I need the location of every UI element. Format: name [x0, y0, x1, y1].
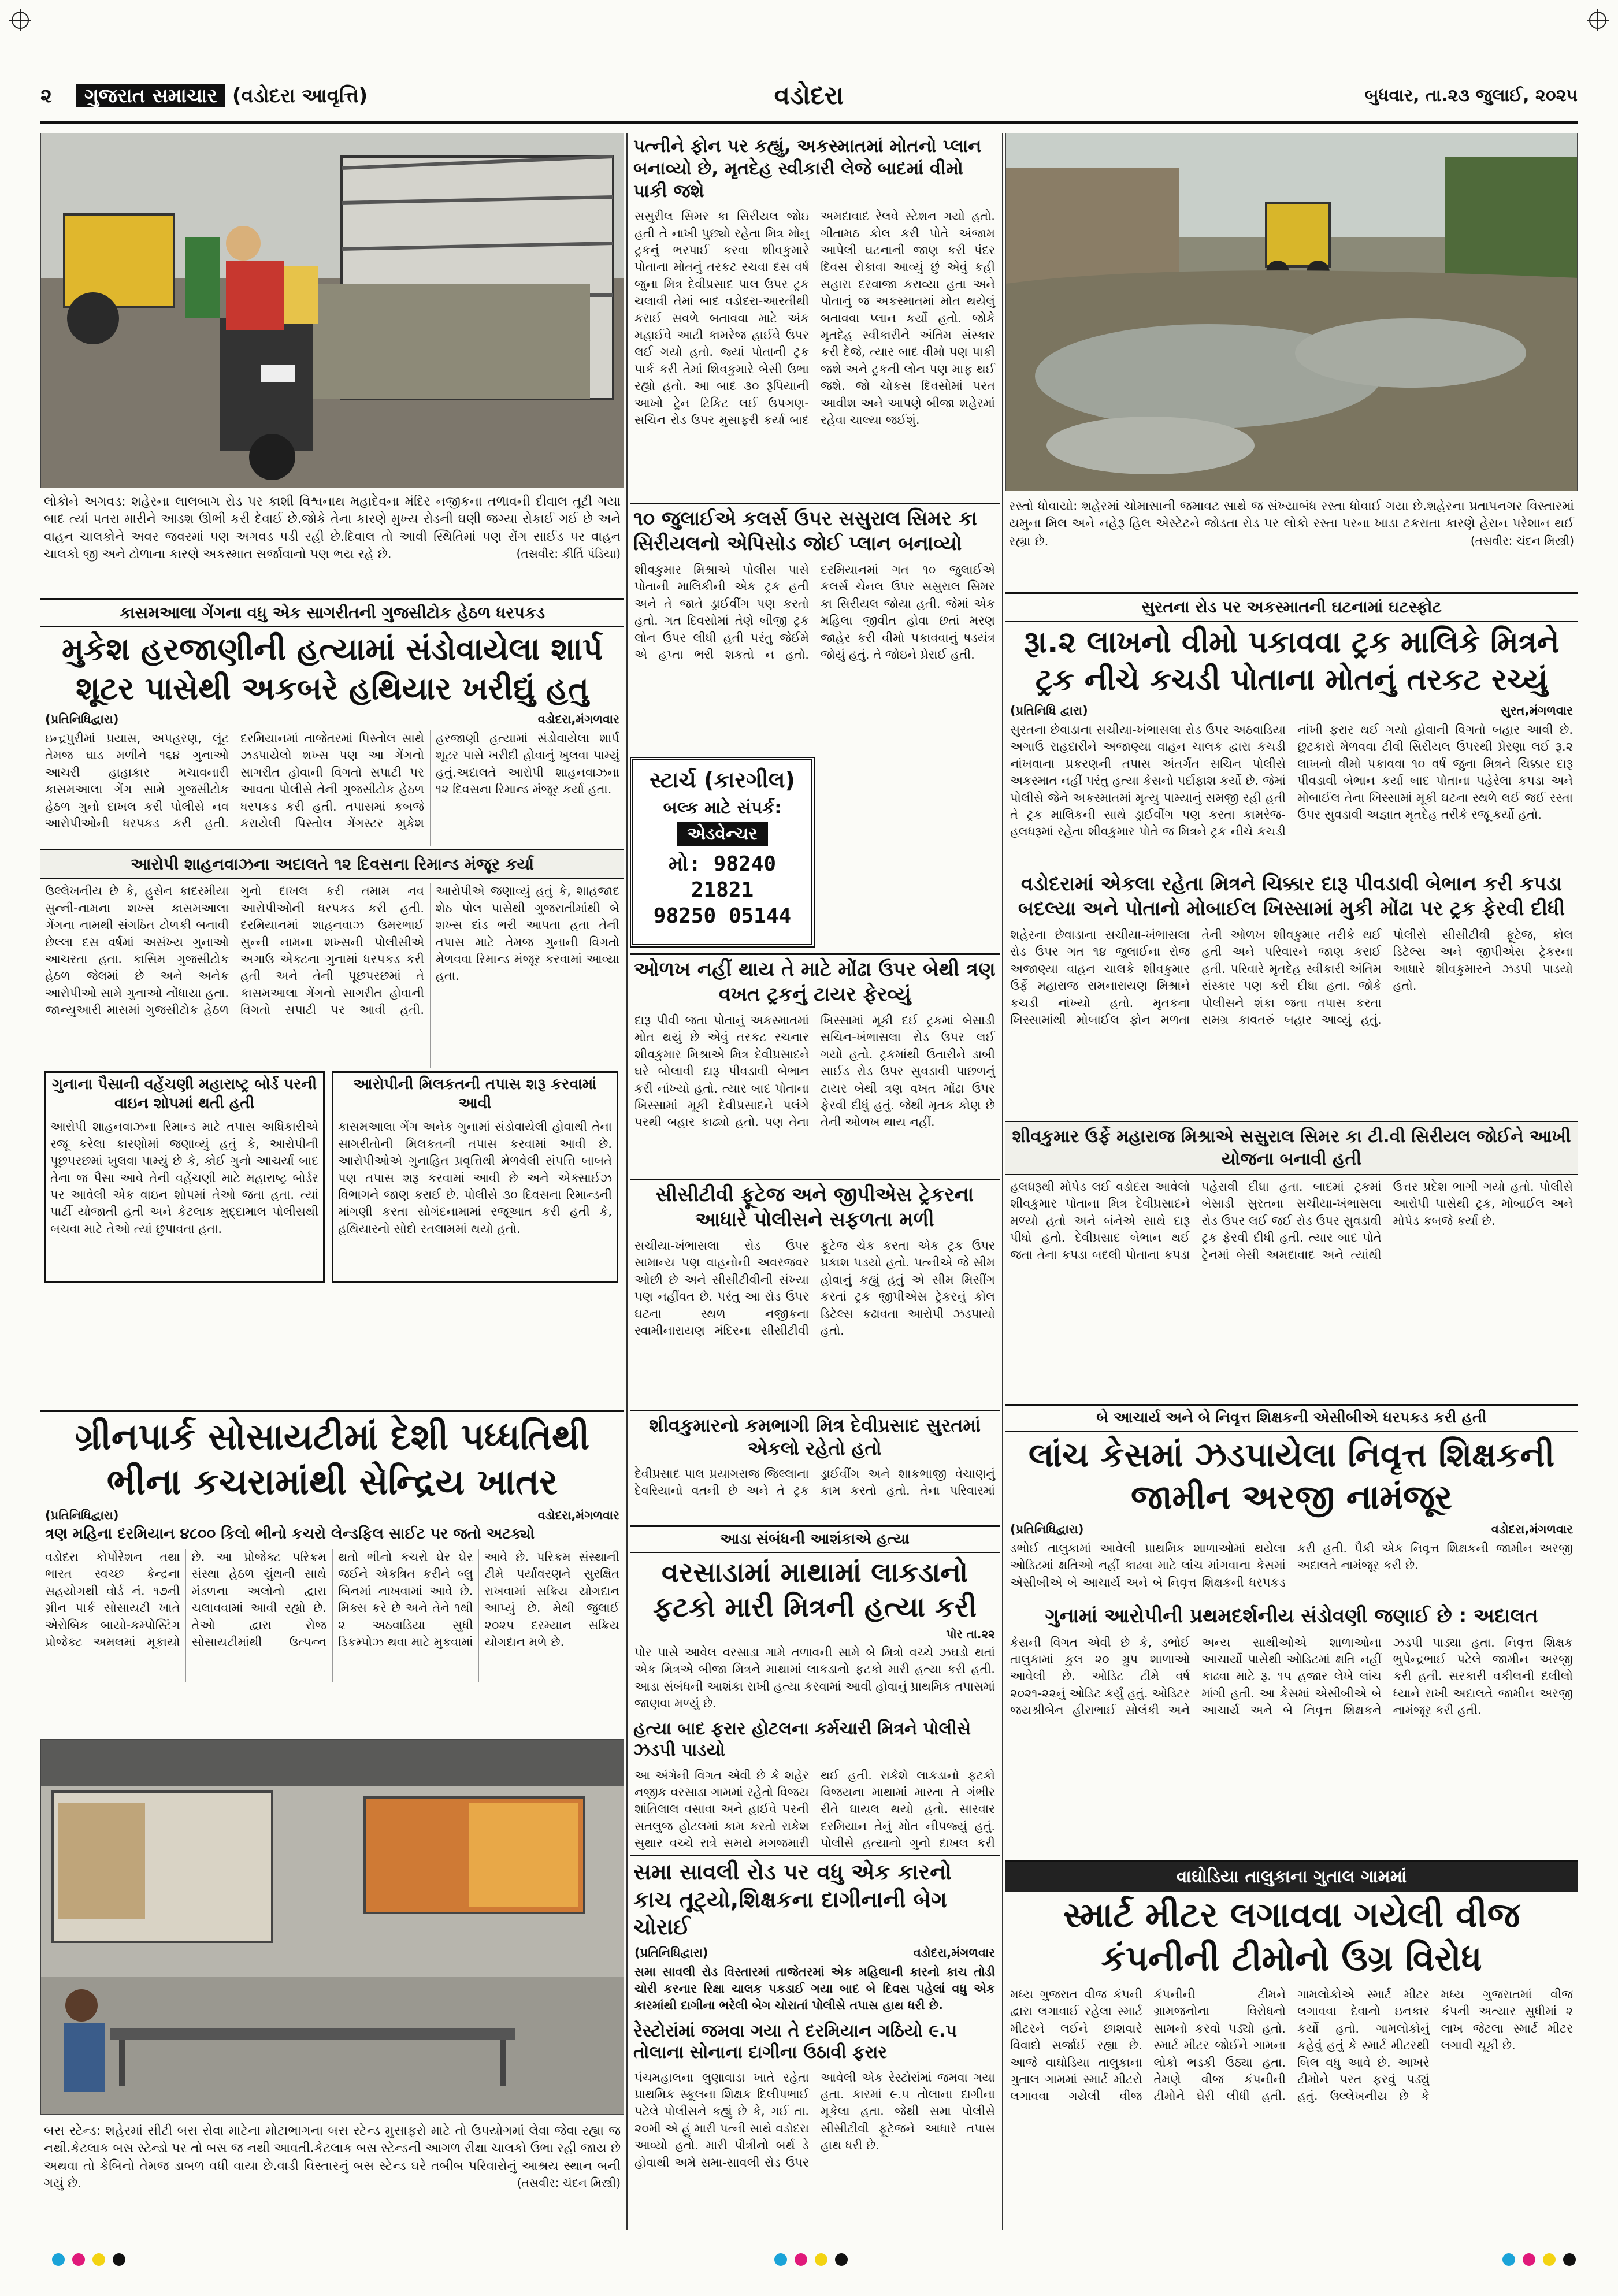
greenpark-body: વડોદરા કોર્પોરેશન તથા ભારત સ્વચ્છ કેન્દ્રના સહયોગથી વોર્ડ નં. ૧૭ની ગ્રીન પાર્ક સોસાયટી ખાતે એરોબિક બાયો-કમ્પોસ્ટિંગ પ્રોજેક્ટ અમલમાં મૂકાયો છે. આ પ્રોજેક્ટ પરિક્રમ સંસ્થા હેઠળ ચુંથની સાથે મંડળના અલોનો દ્વારા ચલાવવામાં આવી રહ્યો છે. તેઓ દ્વારા રોજ સોસાયટીમાંથી ઉત્પન્ન થતો ભીનો કચરો ઘેર ઘેર જઈને એકત્રિત કરીને બ્લુ બિનમાં નાખવામાં આવે છે. મિક્સ કરે છે અને તેને ૧થી ૨ અઠવાડિયા સુધી ડિકમ્પોઝ થવા માટે મુકવામાં આવે છે. પરિક્રમ સંસ્થાની ટીમે પર્યાવરણને સુરક્ષિત રાખવામાં સક્રિય યોગદાન આપ્યું છે. મેથી જુલાઈ ૨૦૨૫ દરમ્યાન સક્રિય યોગદાન મળે છે.	[45, 1550, 619, 1649]
color-dot-cyan	[52, 2253, 65, 2266]
bag-dateline	[630, 1944, 1000, 1960]
wasada-kicker: આડા સંબંધની આશંકાએ હત્યા	[630, 1527, 1000, 1553]
ad-phone-1: 98240 21821	[691, 852, 777, 902]
insurance-body-3: હલધરૂથી મોપેડ લઈ વડોદરા આવેલો શીવકુમાર પોતાના મિત્ર દેવીપ્રસાદને મળ્યો હતો અને બંનેએ સાથે દારૂ પીધો હતો. દેવીપ્રસાદ બેભાન થઈ જતા તેના કપડા બદલી પોતાના કપડા પહેરાવી દીધા હતા. બાદમાં ટ્રકમાં બેસાડી સુરતના સચીયા-ખંભાસલા રોડ ઉપર લઈ જઈ રોડ ઉપર સુવડાવી ટ્રક ફેરવી દીધી હતી. ત્યાર બાદ પોતે ટ્રેનમાં બેસી અમદાવાદ અને ત્યાંથી ઉત્તર પ્રદેશ ભાગી ગયો હતો. પોલીસે આરોપી પાસેથી ટ્રક, મોબાઈલ અને મોપેડ કબજે કર્યા છે.	[1010, 1180, 1573, 1262]
bribe-lead: ડભોઈ તાલુકામાં આવેલી પ્રાથમિક શાળાઓમાં થયેલા ઓડિટમાં ક્ષતિઓ નહીં કાઢવા માટે લાંચ માંગવાના કેસમાં એસીબીએ બે આચાર્ય અને બે નિવૃત્ત શિક્ષકની ધરપકડ કરી હતી. પૈકી એક નિવૃત્ત શિક્ષકની જામીન અરજી અદાલતે નામંજૂર કરી છે.	[1010, 1541, 1573, 1589]
wasada-body-2: આ અંગેની વિગત એવી છે કે શહેર નજીક વરસાડા ગામમાં રહેતો વિજય શાંતિલાલ વસાવા અને હાઈવે પરની સતલુજ હોટલમાં કામ કરતો રાકેશ સુથાર વચ્ચે રાત્રે સમયે મગજમારી થઈ હતી. રાકેશે લાકડાનો ફટકો વિજયના માથામાં મારતા તે ગંભીર રીતે ઘાયલ થયો હતો. સારવાર દરમિયાન તેનું મોત નીપજ્યું હતું. પોલીસે હત્યાનો ગુનો દાખલ કરી	[634, 1768, 995, 1851]
color-dot-black-2	[835, 2253, 848, 2266]
flooded-road-photo	[1005, 133, 1578, 491]
bag-subhead: રેસ્ટોરાંમાં જમવા ગયા તે દરમિયાન ગઠિયો ૯.૫ તોલાના સોનાના દાગીના ઉઠાવી ફરાર	[633, 2020, 958, 2063]
flood-caption-text: રસ્તો ધોવાયો: શહેરમાં ચોમાસાની જમાવટ સાથે જ સંખ્યાબંધ રસ્તા ધોવાઈ ગયા છે.શહેરના પ્રતાપનગર વિસ્તારમાં યમુના મિલ અને નહેરૂ હિલ એસ્ટેટને જોડતા રોડ પર લોકો રસ્તા પરના ખાડા ટકરાતા કારણે હેરાન પરેશાન થઈ રહ્યા છે.	[1009, 499, 1574, 549]
bus-caption-text: બસ સ્ટેન્ડ: શહેરમાં સીટી બસ સેવા માટેના મોટાભાગના બસ સ્ટેન્ડ મુસાફરો માટે તો ઉપયોગમાં લેવા જેવા રહ્યા જ નથી.કેટલાક બસ સ્ટેન્ડો પર તો બસ જ નથી આવતી.કેટલાક બસ સ્ટેન્ડની આગળ રીક્ષા ચાલકો ઉભા રહી જાય છે અથવા તો કેબિનો તેમજ ડાબળ વધી વાયા છે.વાડી વિસ્તારનું બસ સ્ટેન્ડ ઘરે તબીબ પરિવારોનું આશ્રય સ્થાન બની ગયું છે.	[44, 2124, 621, 2191]
wasada-subhead: હત્યા બાદ ફરાર હોટલના કર્મચારી મિત્રને પોલીસે ઝડપી પાડયો	[633, 1718, 971, 1761]
murder-dateline-right: વડોદરા,મંગળવાર	[537, 712, 619, 726]
murder-box-wine-shop	[44, 1071, 325, 1283]
flooded-road-photo-art	[1006, 133, 1578, 491]
insurance-headline: રૂા.૨ લાખનો વીમો પકાવવા ટ્રક માલિકે મિત્રને ટ્રક નીચે કચડી પોતાના મોતનું તરકટ રચ્યું	[1023, 625, 1560, 697]
meter-headline: સ્માર્ટ મીટર લગાવવા ગયેલી વીજ કંપનીની ટીમોનો ઉગ્ર વિરોધ	[1063, 1895, 1520, 1979]
ad-phone-label: મો:	[668, 852, 702, 876]
flood-caption-credit: (તસવીર: ચંદન મિસ્ત્રી)	[1470, 533, 1574, 548]
insurance-dateline-right: સુરત,મંગળવાર	[1500, 704, 1573, 718]
masthead	[40, 81, 1578, 116]
ad-phones	[633, 851, 811, 929]
bag-dateline-right: વડોદરા,મંગળવાર	[913, 1945, 995, 1960]
masthead-rule	[40, 121, 1578, 124]
color-dot-yellow	[92, 2253, 105, 2266]
bribe-body: કેસની વિગત એવી છે કે, ડભોઈ તાલુકામાં કુલ ૨૦ ગ્રુપ શાળાઓ આવેલી છે. ઓડિટ ટીમે વર્ષ ૨૦૨૧-૨૨નું ઓડિટ કર્યું હતું. ઓડિટર જયશ્રીબેન હીરાભાઈ સોલંકી અને અન્ય સાથીઓએ શાળાઓના આચાર્યો પાસેથી ઓડિટમાં ક્ષતિ નહીં કાઢવા માટે રૂ. ૧૫ હજાર લેખે લાંચ માંગી હતી. આ કેસમાં એસીબીએ બે આચાર્ય અને બે નિવૃત્ત શિક્ષકને ઝડપી પાડ્યા હતા. નિવૃત્ત શિક્ષક ભુપેન્દ્રભાઈ પટેલે જામીન અરજી કરી હતી. સરકારી વકીલની દલીલો ધ્યાને રાખી અદાલતે જામીન અરજી નામંજૂર કરી હતી.	[1010, 1635, 1573, 1718]
wasada-headline: વરસાડામાં માથામાં લાકડાનો ફટકો મારી મિત્રની હત્યા કરી	[652, 1556, 977, 1623]
bus-stand-photo-art	[41, 1740, 624, 2115]
gate-photo	[40, 133, 624, 488]
gate-caption-text: લોકોને અગવડ: શહેરના લાલબાગ રોડ પર કાશી વિશ્વનાથ મહાદેવના મંદિર નજીકના તળાવની દીવાલ તૂટી ગયા બાદ ત્યાં પતરા મારીને આડશ ઊભી કરી દેવાઈ છે.જોકે તેના કારણે મુખ્ય રોડની ઘણી જગ્યા રોકાઈ ગઈ છે અને વાહન ચાલકોને અવર જવરમાં પણ અગવડ પડી રહી છે.દિવાલ તો આવી સ્થિતિમાં પણ રોંગ સાઈડ પર વાહન ચાલકો જી અને ટોળાના કારણે અકસ્માત સર્જાવાનો પણ ભય રહે છે.	[44, 495, 621, 562]
bag-lead: સમા સાવલી રોડ વિસ્તારમાં તાજેતરમાં એક મહિલાની કારનો કાચ તોડી ચોરી કરનાર રિક્ષા ચાલક પકડાઈ ગયા બાદ બે દિવસ પહેલાં વધુ એક કારમાંથી દાગીના ભરેલી બેગ ચોરાતાં પોલીસે તપાસ હાથ ધરી છે.	[634, 1964, 995, 2013]
ad-phone-2: 98250 05144	[653, 904, 792, 928]
color-dot-cyan-2	[774, 2253, 787, 2266]
insurance-body: સુરતના છેવાડાના સચીયા-ખંભાસલા રોડ ઉપર અઠવાડિયા અગાઉ રાહદારીને અજાણ્યા વાહન ચાલક દ્વારા કચડી નાંખવાના પ્રકરણની તપાસ અંતર્ગત સચિન પોલીસે અકસ્માત નહીં પરંતુ હત્યા કેસનો પર્દાફાશ કર્યો છે. જેમાં પોલીસે જેને અકસ્માતમાં મૃત્યુ પામ્યાનું સમજી રહી હતી તે ટ્રક માલિકની સાથે ડ્રાઈવીંગ પણ કરતા કામરેજ-હલધરૂમાં રહેતા શીવકુમાર પોતે જ મિત્રને ટ્રક નીચે કચડી નાંખી ફરાર થઈ ગયો હોવાની વિગતો બહાર આવી છે. છુટકારો મેળવવા ટીવી સિરીયલ ઉપરથી પ્રેરણા લઈ રૂ.૨ લાખનો વીમો પકાવવા ૧૦ વર્ષ જુના મિત્રને ચિક્કાર દારૂ પીવડાવી બેભાન કર્યા બાદ પોતાના પહેરેલા કપડા અને મોબાઈલ તેના ખિસ્સામાં મૂકી ઘટના સ્થળે લઈ જઈ રસ્તા ઉપર સુવડાવી અજ્ઞાત મૃતદેહ તરીકે રજૂ કર્યો હતો.	[1010, 723, 1573, 839]
box-property-body: કાસમઆલા ગેંગ અનેક ગુનામાં સંડોવાયેલી હોવાથી તેના સાગરીતોની મિલકતની તપાસ કરવામાં આવી છે. આરોપીઓએ ગુનાહિત પ્રવૃત્તિથી મેળવેલી સંપત્તિ બાબતે પણ તપાસ શરૂ કરવામાં આવી છે અને એક્સાઈઝ વિભાગને જાણ કરાઈ છે. પોલીસે ૩૦ દિવસના રિમાન્ડની માંગણી કરતા સોગંદનામામાં રજૂઆત કરી હતી કે, હથિયારનો સોદો રતલામમાં થયો હતો.	[338, 1120, 612, 1236]
murder-dateline	[40, 710, 624, 727]
meter-body: મધ્ય ગુજરાત વીજ કંપની દ્વારા લગાવાઈ રહેલા સ્માર્ટ મીટરને લઈને છાશવારે વિવાદો સર્જાઈ રહ્યા છે. આજે વાઘોડિયા તાલુકાના ગુતાલ ગામમાં સ્માર્ટ મીટરો લગાવવા ગયેલી વીજ કંપનીની ટીમને ગ્રામજનોના વિરોધનો સામનો કરવો પડ્યો હતો. સ્માર્ટ મીટર જોઈને ગામના લોકો ભડકી ઉઠ્યા હતા. તેમણે વીજ કંપનીની ટીમોને ઘેરી લીધી હતી. ગામલોકોએ સ્માર્ટ મીટર લગાવવા દેવાનો ઇનકાર કર્યો હતો. ગામલોકોનું કહેવું હતું કે સ્માર્ટ મીટરથી બિલ વધુ આવે છે. આખરે ટીમોને પરત ફરવું પડ્યું હતું. ઉલ્લેખનીય છે કે મધ્ય ગુજરાતમાં વીજ કંપની અત્યાર સુધીમાં ૨ લાખ જેટલા સ્માર્ટ મીટર લગાવી ચૂકી છે.	[1010, 1987, 1573, 2104]
bus-stand-caption	[40, 2120, 624, 2207]
meter-kicker: વાઘોડિયા તાલુકાના ગુતાલ ગામમાં	[1005, 1862, 1578, 1892]
surat-plot-body: સસુરીલ સિમર કા સિરીયલ જોઇ હતી તે નાખી પુછ્યો રહેતા મિત્ર મોનુ ટ્રકનું ભરપાઈ કરવા શીવકુમારે પોતાના મોતનું તરકટ રચવા દસ વર્ષ જુના મિત્ર દેવીપ્રસાદ પાલ ઉપર ટ્રક ચલાવી તેમાં બાદ વડોદરા-આરતીથી કરાઈ સવળે બતાવવા માટે અંક મહાઈવે આટી કામરેજ હાઈવે ઉપર લઈ ગયો હતો. જ્યાં પોતાની ટ્રક પાર્ક કરી તેમાં શિવકુમારે બેસી ઉભા રહ્યો હતો. આ બાદ ૩૦ રૂપિયાની આખો ટ્રેન ટિકિટ લઈ ઉપગણ-સચિન રોડ ઉપર મુસાફરી કર્યા બાદ અમદાવાદ રેલવે સ્ટેશન ગયો હતો. ગીતામઠ કોલ કરી પોતે અંજામ આપેલી ઘટનાની જાણ કરી પંદર દિવસ રોકાવા આવ્યું છું એવું કહી સહારા દરવાજા કરાવ્યા હતા અને પોતાનું જ અકસ્માતમાં મોત થયેલું બતાવવા પ્લાન કર્યો હતો. જોકે મૃતદેહ સ્વીકારીને અંતિમ સંસ્કાર કરી દેજે, ત્યાર બાદ વીમો પણ પાકી જશે અને ટ્રકની લોન પણ માફ થઈ જશે. જો ચોકસ દિવસોમાં પરત આવીશ અને આપણે બીજા શહેરમાં રહેવા ચાલ્યા જઈશું.	[634, 209, 995, 427]
box-wine-body: આરોપી શાહનવાઝના રિમાન્ડ માટે તપાસ અધિકારીએ રજૂ કરેલા કારણોમાં જણાવ્યું હતું કે, આરોપીની પૂછપરછમાં ખુલવા પામ્યું છે કે, કોઈ ગુનો આચર્યા બાદ તેના જ પૈસા આવે તેની વહેંચણી માટે મહારાષ્ટ્ર બોર્ડર પર આવેલી એક વાઇન શોપમાં તેઓ જતા હતા. ત્યાં પાર્ટી યોજાતી હતી અને કેટલાક મુદ્દામાલ પોલીસથી બચવા માટે તેઓ ત્યાં છુપાવતા હતા.	[50, 1120, 318, 1236]
serial-story	[630, 503, 1000, 757]
bus-caption-credit: (તસવીર: ચંદન મિસ્ત્રી)	[517, 2176, 621, 2190]
greenpark-lead: ત્રણ મહિના દરમિયાન ૪૮૦૦ કિલો ભીનો કચરો લેન્ડફિલ સાઈટ પર જતો અટક્યો	[45, 1525, 535, 1543]
devi-headline: શીવકુમારનો કમભાગી મિત્ર દેવીપ્રસાદ સુરતમાં એકલો રહેતો હતો	[649, 1414, 981, 1459]
insurance-body-2: શહેરના છેવાડાના સચીયા-ખંભાસલા રોડ ઉપર ગત ૧૪ જુલાઈના રોજ અજાણ્યા વાહન ચાલકે શીવકુમાર ઉર્ફે મહારાજ રામનારાયણ મિશ્રાને કચડી નાંખ્યો હતો. મૃતકના ખિસ્સામાંથી મોબાઈલ ફોન મળતા તેની ઓળખ શીવકુમાર તરીકે થઈ હતી અને પરિવારને જાણ કરાઈ હતી. પરિવારે મૃતદેહ સ્વીકારી અંતિમ સંસ્કાર પણ કરી દીધા હતા. જોકે પોલીસને શંકા જતા તપાસ કરતા સમગ્ર કાવતરું બહાર આવ્યું હતું. પોલીસે સીસીટીવી ફૂટેજ, કોલ ડિટેલ્સ અને જીપીએસ ટ્રેકરના આધારે શીવકુમારને ઝડપી પાડયો હતો.	[1010, 928, 1573, 1027]
wasada-story	[630, 1525, 1000, 1855]
devi-story	[630, 1410, 1000, 1525]
cctv-headline: સીસીટીવી ફૂટેજ અને જીપીએસ ટ્રેકરના આધારે પોલીસને સફળતા મળી	[655, 1183, 974, 1231]
tyre-body: દારૂ પીવી જતા પોતાનું અકસ્માતમાં મોત થયું છે એવું તરકટ રચનાર શીવકુમાર મિશ્રાએ મિત્ર દેવીપ્રસાદને ઘરે બોલાવી દારૂ પીવડાવી બેભાન કરી નાંખ્યો હતો. ત્યાર બાદ પોતાના ખિસ્સામાં મૂકી દેવીપ્રસાદને પલંગે પરથી બહાર કાઢ્યો હતો. પણ તેના ખિસ્સામાં મૂકી દઈ ટ્રકમાં બેસાડી સચિન-ખંભાસલા રોડ ઉપર લઈ ગયો હતો. ટ્રકમાંથી ઉતારીને ડાબી સાઈડ રોડ ઉપર સુવડાવી પાછળનું ટાયર બેથી ત્રણ વખત મોંઢા ઉપર ફેરવી દીધું હતું. જેથી મૃતક કોણ છે તેની ઓળખ થાય નહીં.	[634, 1013, 995, 1130]
insurance-dateline-left: (પ્રતિનિધિ દ્વારા)	[1010, 704, 1088, 718]
color-dot-magenta	[72, 2253, 85, 2266]
issue-date: બુધવાર, તા.૨૩ જુલાઈ, ૨૦૨૫	[1364, 86, 1578, 106]
starch-advertisement	[630, 757, 815, 948]
surat-plot-headline: પત્નીને ફોન પર કહ્યું, અકસ્માતમાં મોતનો પ્લાન બનાવ્યો છે, મૃતદેહ સ્વીકારી લેજે બાદમાં વીમો પાકી જશે	[633, 136, 982, 202]
wasada-body: પોર પાસે આવેલ વરસાડા ગામે તળાવની સામે બે મિત્રો વચ્ચે ઝઘડો થતાં એક મિત્રએ બીજા મિત્રને માથામાં લાકડાનો ફટકો મારી હત્યા કરી હતી. આડા સંબંધની આશંકા રાખી હત્યા કરવામાં આવી હોવાનું પ્રાથમિક તપાસમાં જાણવા મળ્યું છે.	[634, 1645, 995, 1711]
bribe-dateline	[1005, 1520, 1578, 1537]
bus-stand-photo	[40, 1739, 624, 2115]
color-dot-yellow-2	[815, 2253, 827, 2266]
murder-boxes	[40, 1071, 624, 1283]
murder-dateline-left: (પ્રતિનિધિદ્વારા)	[45, 712, 119, 726]
column-rule-2	[1002, 133, 1003, 2230]
murder-subhead: આરોપી શાહનવાઝના અદાલતે ૧૨ દિવસના રિમાન્ડ મંજૂર કર્યા	[40, 849, 624, 879]
edition-label: (વડોદરા આવૃત્તિ)	[232, 84, 368, 107]
bribe-dateline-left: (પ્રતિનિધિદ્વારા)	[1010, 1522, 1084, 1536]
insurance-subhead-2: શીવકુમાર ઉર્ફે મહારાજ મિશ્રાએ સસુરાલ સિમર કા ટી.વી સિરીયલ જોઈને આખી યોજના બનાવી હતી	[1005, 1121, 1578, 1175]
bag-theft-story	[630, 1855, 1000, 2230]
greenpark-dateline	[40, 1506, 624, 1523]
registration-mark-top-left	[12, 12, 29, 29]
bribe-dateline-right: વડોદરા,મંગળવાર	[1491, 1522, 1573, 1536]
murder-headline: મુકેશ હરજાણીની હત્યામાં સંડોવાયેલા શાર્પ શૂટર પાસેથી અકબરે હથિયાર ખરીદ્યું હતુ	[61, 631, 603, 707]
color-dot-magenta-3	[1523, 2253, 1535, 2266]
color-dot-black	[113, 2253, 125, 2266]
greenpark-headline: ગ્રીનપાર્ક સોસાયટીમાં દેશી પધ્ધતિથી ભીના કચરામાંથી સેન્દ્રિય ખાતર	[75, 1416, 590, 1503]
bribe-story	[1005, 1404, 1578, 1860]
bag-body: પંચમહાલના લુણાવાડા ખાતે રહેતા પ્રાથમિક સ્કૂલના શિક્ષક દિલીપભાઈ પટેલે પોલીસને કહ્યું છે કે, ગઈ તા. ૨૦મી એ હું મારી પત્ની સાથે વડોદરા આવ્યો હતો. મારી પૌત્રીનો બર્થ ડે હોવાથી અમે સમા-સાવલી રોડ ઉપર આવેલી એક રેસ્ટોરાંમાં જમવા ગયા હતા. કારમાં ૯.૫ તોલાના દાગીના મૂકેલા હતા. જેથી સમા પોલીસે સીસીટીવી ફૂટેજને આધારે તપાસ હાથ ધરી છે.	[634, 2070, 995, 2169]
paper-name: ગુજરાત સમાચાર	[76, 84, 225, 107]
greenpark-dateline-left: (પ્રતિનિધિદ્વારા)	[45, 1509, 119, 1522]
greenpark-story	[40, 1410, 624, 1733]
bag-headline: સમા સાવલી રોડ પર વધુ એક કારનો કાચ તૂટ્યો,શિક્ષકના દાગીનાની બેગ ચોરાઈ	[633, 1859, 952, 1940]
devi-body: દેવીપ્રસાદ પાલ પ્રયાગરાજ જિલ્લાના દેવરિયાનો વતની છે અને તે ટ્રક ડ્રાઈવીંગ અને શાકભાજી વેચાણનું કામ કરતો હતો. તેના પરિવારમાં	[634, 1467, 995, 1498]
bag-dateline-left: (પ્રતિનિધિદ્વારા)	[634, 1945, 708, 1960]
insurance-story	[1005, 592, 1578, 1398]
murder-kicker: કાસમઆલા ગેંગના વધુ એક સાગરીતની ગુજસીટોક હેઠળ ધરપકડ	[40, 600, 624, 627]
bribe-headline: લાંચ કેસમાં ઝડપાયેલા નિવૃત્ત શિક્ષકની જામીન અરજી નામંજૂર	[1028, 1435, 1555, 1517]
color-dot-cyan-3	[1502, 2253, 1515, 2266]
cctv-body: સચીયા-ખંભાસલા રોડ ઉપર સામાન્ય પણ વાહનોની અવરજવર ઓછી છે અને સીસીટીવીની સંખ્યા પણ નહીંવત છે. પરંતુ આ રોડ ઉપર ઘટના સ્થળ નજીકના સ્વામીનારાયણ મંદિરના સીસીટીવી ફૂટેજ ચેક કરતા એક ટ્રક ઉપર પ્રકાશ પડયો હતો. પત્નીએ જે સીમ હોવાનું કહ્યું હતું એ સીમ મિસીંગ કરતાં ટ્રક જીપીએસ ટ્રેકરનું કોલ ડિટેલ્સ કઢાવતા આરોપી ઝડપાયો હતો.	[634, 1239, 995, 1338]
murder-box-property	[332, 1071, 618, 1283]
greenpark-dateline-right: વડોદરા,મંગળવાર	[537, 1509, 619, 1522]
box-wine-title: ગુનાના પૈસાની વહેંચણી મહારાષ્ટ્ર બોર્ડ પરની વાઇન શોપમાં થતી હતી	[51, 1076, 317, 1112]
color-dot-black-3	[1563, 2253, 1576, 2266]
bribe-kicker: બે આચાર્ય અને બે નિવૃત્ત શિક્ષકની એસીબીએ ધરપકડ કરી હતી	[1005, 1406, 1578, 1432]
color-dot-magenta-2	[795, 2253, 807, 2266]
ad-brand: એડવેન્ચર	[677, 822, 767, 846]
box-property-title: આરોપીની મિલકતની તપાસ શરૂ કરવામાં આવી	[353, 1076, 597, 1112]
murder-body: ઇન્દ્રપુરીમાં પ્રયાસ, અપહરણ, લૂંટ તેમજ ઘાડ મળીને ૧૬૪ ગુનાઓ આચરી હાહાકાર મચાવનારી કાસમઆલા ગેંગ સામે ગુજસીટોક હેઠળ ગુનો દાખલ કરી પોલીસે નવ આરોપીઓની ધરપકડ કરી હતી. દરમિયાનમાં તાજેતરમાં પિસ્તોલ સાથે ઝડપાયેલો શખ્સ પણ આ ગેંગનો સાગરીત હોવાની વિગતો સપાટી પર આવતા પોલીસે તેની ગુજસીટોક હેઠળ ધરપકડ કરી હતી. તપાસમાં કબજે કરાયેલી પિસ્તોલ ગેંગસ્ટર મુકેશ હરજાણી હત્યામાં સંડોવાયેલા શાર્પ શૂટર પાસે ખરીદી હોવાનું ખુલવા પામ્યું હતું.અદાલતે આરોપી શાહનવાઝના ૧૨ દિવસના રિમાન્ડ મંજૂર કર્યા હતા.	[45, 731, 619, 830]
cctv-story	[630, 1179, 1000, 1410]
smart-meter-story	[1005, 1860, 1578, 2230]
wasada-dateline: પોર તા.૨૨	[946, 1627, 995, 1641]
gate-caption-credit: (તસવીર: કીર્તિ પંડિયા)	[516, 547, 621, 561]
tyre-story	[630, 953, 1000, 1179]
ad-contact-line: બલ્ક માટે સંપર્ક:	[663, 798, 782, 818]
bribe-subhead: ગુનામાં આરોપીની પ્રથમદર્શનીય સંડોવણી જણાઈ છે : અદાલત	[1045, 1604, 1538, 1628]
color-dot-yellow-3	[1543, 2253, 1556, 2266]
serial-subhead: ૧૦ જુલાઈએ કલર્સ ઉપર સસુરાલ સિમર કા સિરીયલનો એપિસોડ જોઈ પ્લાન બનાવ્યો	[633, 507, 977, 555]
insurance-kicker: સુરતના રોડ પર અકસ્માતની ઘટનામાં ઘટસ્ફોટ	[1005, 594, 1578, 622]
section-title: વડોદરા	[774, 81, 844, 110]
murder-story	[40, 598, 624, 1401]
page-number: ૨	[40, 84, 52, 107]
insurance-dateline	[1005, 701, 1578, 718]
gate-photo-art	[41, 133, 624, 488]
insurance-subhead: વડોદરામાં એકલા રહેતા મિત્રને ચિક્કાર દારૂ પીવડાવી બેભાન કરી કપડા બદલ્યા અને પોતાનો મોબાઈલ ખિસ્સામાં મુકી મોંઢા પર ટ્રક ફેરવી દીધી	[1018, 872, 1565, 920]
gate-photo-caption	[40, 491, 624, 592]
flood-caption	[1005, 496, 1578, 588]
murder-body-2: ઉલ્લેખનીય છે કે, હુસેન કાદરમીયા સુન્ની-નામના શખ્સ કાસમઆલા ગેંગના નામથી સંગઠિત ટોળકી બનાવી છેલ્લા દસ વર્ષમાં અસંખ્ય ગુનાઓ આચરતા હતા. કાસિમ ગુજસીટોક હેઠળ જેલમાં છે અને અનેક આરોપીઓ સામે ગુનાઓ નોંધાયા હતા. જાન્યુઆરી માસમાં ગુજસીટોક હેઠળ ગુનો દાખલ કરી તમામ નવ આરોપીઓની ધરપકડ કરી હતી. દરમિયાનમાં શાહનવાઝ ઉમરભાઈ સુન્ની નામના શખ્સની પોલીસીએ અગાઉ એક્ટના ગુનામાં ધરપકડ કરી હતી અને તેની પૂછપરછમાં તે કાસમઆલા ગેંગનો સાગરીત હોવાની વિગતો સપાટી પર આવી હતી. આરોપીએ જણાવ્યું હતું કે, શાહજાદ શેઠ પોલ પાસેથી ગુજરાતીમાંથી બે શખ્સ દાંડ ભરી આપતા હતા તેની તપાસ માટે તેમજ ગુનાની વિગતો મેળવવા રિમાન્ડ મંજૂર કરવામાં આવ્યા હતા.	[45, 884, 619, 1017]
ad-title: સ્ટાર્ચ (કારગીલ)	[650, 767, 795, 793]
serial-body: શીવકુમાર મિશ્રાએ પોલીસ પાસે પોતાની માલિકીની એક ટ્રક હતી અને તે જાતે ડ્રાઈવીંગ પણ કરતો હતો. ગત દિવસોમાં તેણે બીજી ટ્રક લોન ઉપર લીધી હતી પરંતુ જેઈમે એ હપ્તા ભરી શકતો ન હતો. દરમિયાનમાં ગત ૧૦ જુલાઈએ કલર્સ ચેનલ ઉપર સસુરાલ સિમર કા સિરીયલ જોયા હતી. જેમાં એક મહિલા જીવીત હોવા છતાં મરણ જાહેર કરી વીમો પકાવવાનું ષડયંત્ર જોયું હતું. તે જોઇને પ્રેરાઈ હતી.	[634, 563, 995, 662]
column-rule-1	[626, 133, 628, 2230]
registration-mark-top-right	[1589, 12, 1606, 29]
tyre-headline: ઓળખ નહીં થાય તે માટે મોંઢા ઉપર બેથી ત્રણ વખત ટ્રકનું ટાયર ફેરવ્યું	[634, 958, 996, 1006]
surat-plot-story	[630, 133, 1000, 497]
